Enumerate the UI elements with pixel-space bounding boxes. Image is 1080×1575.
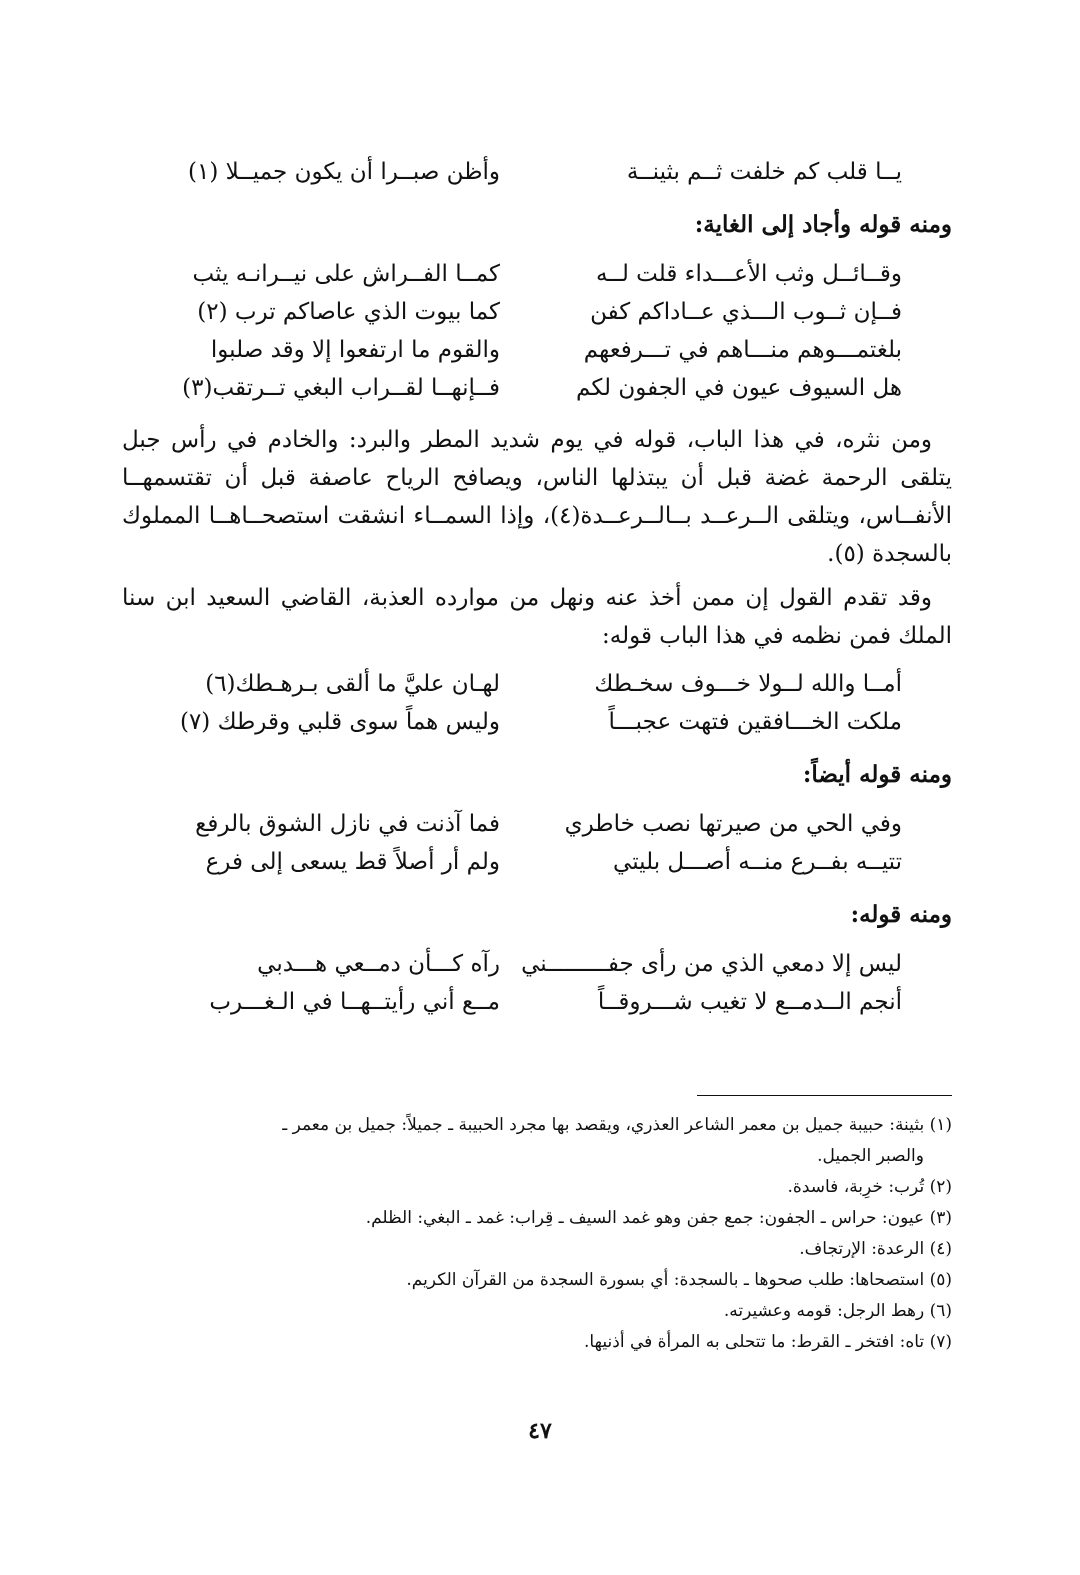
verse-line (122, 805, 952, 843)
second-hemistich: كما بيوت الذي عاصاكم ترب (٢) (197, 299, 500, 325)
verse-group-1 (122, 153, 952, 191)
prose-paragraph: وقد تقدم القول إن ممن أخذ عنه ونهل من موارده العذبة، القاضي السعيد ابن سنا الملك فمن نظمه في هذا الباب قوله: (122, 585, 952, 649)
prose-paragraph: ومن نثره، في هذا الباب، قوله في يوم شديد المطر والبرد: والخادم في رأس جبل يتلقى الرحمة غضة قبل أن يبتذلها الناس، ويصافح الرياح عاصفة قبل أن تقتسمهــا الأنفــاس، ويتلقى الــرعــد بــالــرعــدة(٤)، وإذا السمــاء انشقت استصحــاهــا المملوك بالسجدة (٥). (122, 427, 952, 567)
first-hemistich: ليس إلا دمعي الذي من رأى جفـــــــــني (521, 951, 902, 977)
verse-line (122, 983, 952, 1021)
first-hemistich: فــإن ثــوب الـــذي عــاداكم كفن (590, 299, 902, 325)
verse-line (122, 369, 952, 407)
page-number: ٤٧ (528, 1418, 552, 1444)
main-text (122, 145, 952, 1035)
second-hemistich: كمــا الفــراش على نيــرانـه يثب (192, 261, 500, 287)
footnotes (112, 1110, 952, 1358)
first-hemistich: يــا قلب كم خلفت ثــم بثينــة (626, 159, 902, 185)
verse-line (122, 293, 952, 331)
footnote: (١) بثينة: حبيبة جميل بن معمر الشاعر العذري، ويقصد بها مجرد الحبيبة ـ جميلاً: جميل بن معمر ـ (282, 1115, 952, 1135)
intro-line: ومنه قوله: (850, 901, 952, 928)
second-hemistich: لهـان عليَّ ما ألقى بـرهـطك(٦) (205, 671, 500, 697)
footnote: (٧) تاه: افتخر ـ القرط: ما تتحلى به المرأة في أذنيها. (583, 1332, 952, 1352)
second-hemistich: ولم أر أصلاً قط يسعى إلى فرع (205, 849, 500, 875)
first-hemistich: بلغتمـــوهم منـــاهم في تـــرفعهم (583, 337, 902, 363)
verse-line (122, 255, 952, 293)
verse-line (122, 945, 952, 983)
verse-group-4 (122, 805, 952, 881)
second-hemistich: وليس هماً سوى قلبي وقرطك (٧) (179, 709, 500, 735)
first-hemistich: تتيــه بفــرع منــه أصـــل بليتي (613, 849, 902, 875)
verse-line (122, 665, 952, 703)
first-hemistich: أمــا والله لــولا خـــوف سخـطك (594, 671, 902, 697)
verse-line (122, 843, 952, 881)
first-hemistich: أنجم الــدمــع لا تغيب شـــروقــاً (597, 989, 902, 1015)
footnote: (٦) رهط الرجل: قومه وعشيرته. (723, 1301, 952, 1321)
footnote: (٣) عيون: حراس ـ الجفون: جمع جفن وهو غمد السيف ـ قِراب: غمد ـ البغي: الظلم. (365, 1208, 952, 1228)
second-hemistich: فما آذنت في نازل الشوق بالرفع (195, 811, 500, 837)
first-hemistich: وفي الحي من صيرتها نصب خاطري (564, 811, 902, 837)
footnote: (٢) تُرب: خرِبة، فاسدة. (787, 1177, 952, 1197)
footnote-separator (697, 1095, 952, 1096)
footnote: (٤) الرعدة: الإرتجاف. (799, 1239, 952, 1259)
second-hemistich: رآه كـــأن دمــعي هـــدبي (257, 951, 500, 977)
intro-line: ومنه قوله أيضاً: (802, 761, 952, 788)
verse-line (122, 703, 952, 741)
first-hemistich: ملكت الخـــافقين فتهت عجبـــاً (608, 709, 902, 735)
first-hemistich: وقــائــل وثب الأعـــداء قلت لــه (596, 261, 902, 287)
first-hemistich: هل السيوف عيون في الجفون لكم (576, 375, 902, 401)
verse-group-3 (122, 665, 952, 741)
verse-line (122, 331, 952, 369)
second-hemistich: والقوم ما ارتفعوا إلا وقد صلبوا (210, 337, 500, 363)
verse-line (122, 153, 952, 191)
intro-line: ومنه قوله وأجاد إلى الغاية: (694, 211, 952, 238)
second-hemistich: مــع أني رأيتــهــا في الـغـــرب (209, 989, 500, 1015)
verse-group-5 (122, 945, 952, 1021)
second-hemistich: فــإنهــا لقــراب البغي تــرتقب(٣) (182, 375, 500, 401)
footnote-continuation: والصبر الجميل. (817, 1146, 924, 1166)
verse-group-2 (122, 255, 952, 407)
second-hemistich: وأظن صبــرا أن يكون جميــلا (١) (187, 159, 500, 185)
prose-section (122, 421, 952, 655)
footnote: (٥) استصحاها: طلب صحوها ـ بالسجدة: أي بسورة السجدة من القرآن الكريم. (406, 1270, 952, 1290)
